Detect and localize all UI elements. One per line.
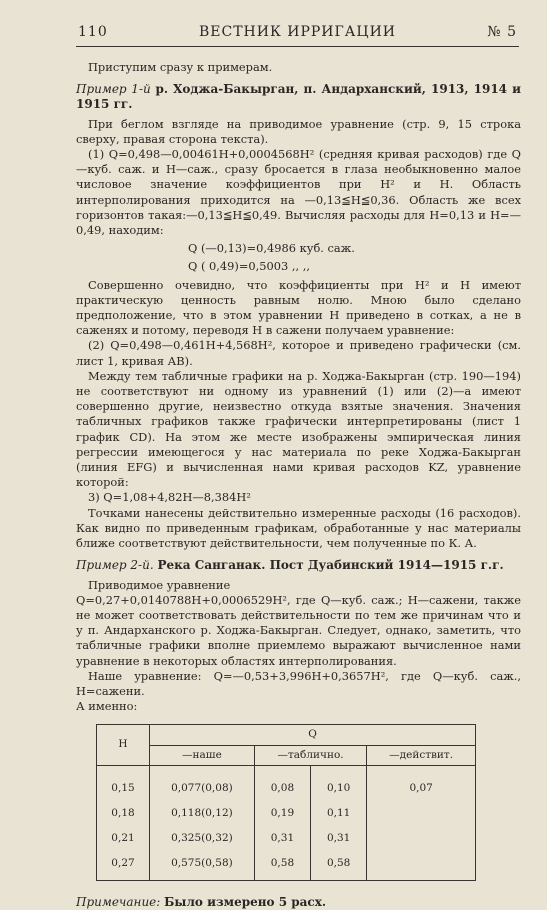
note-label: Примечание: xyxy=(76,894,161,909)
cell xyxy=(367,826,476,851)
footnote xyxy=(76,895,521,910)
table-row xyxy=(97,851,476,881)
equation: Q ( 0,49)=0,5003 ,, ,, xyxy=(188,259,310,274)
cell: 0,10 xyxy=(311,765,367,801)
cell: 0,27 xyxy=(97,851,150,881)
cell: 0,08 xyxy=(254,765,310,801)
example-1-heading xyxy=(76,82,521,112)
cell: 0,19 xyxy=(254,801,310,826)
subheader-tabular: —таблично. xyxy=(254,745,366,765)
note-text: Было измерено 5 расх. xyxy=(164,894,327,909)
example-title: Река Санганак. Пост Дуабинский 1914—1915 г.г. xyxy=(157,558,504,573)
cell: 0,077(0,08) xyxy=(150,765,255,801)
cell xyxy=(367,801,476,826)
article-body xyxy=(76,60,521,910)
example-2-heading xyxy=(76,558,521,573)
example-label: Пример 2-й. xyxy=(76,558,154,573)
paragraph: Q=0,27+0,0140788Н+0,0006529Н², где Q—куб. саж.; Н—сажени, также не может соответствовать действительности по тем же причинам что и у п. Андарханского р. Ходжа-Бакырган. Следует, однако, заметить, что табличные графики вполне приемлемо выражают вычисленное нами уравнение в некоторых областях интерполирования. xyxy=(76,592,521,668)
subheader-ours: —наше xyxy=(150,745,255,765)
subheader-actual: —действит. xyxy=(367,745,476,765)
cell: 0,575(0,58) xyxy=(150,851,255,881)
paragraph: Между тем табличные графики на р. Ходжа-Бакырган (стр. 190—194) не соответствуют ни одному из уравнений (1) или (2)—а имеют совершенно другие, неизвестно откуда взятые значения. Значения табличных графиков также графически интерпретированы (лист 1 график CD). На этом же месте изображены эмпирическая линия регрессии имеющегося у нас материала по реке Ходжа-Бакырган (линия EFG) и вычисленная нами кривая расходов KZ, уравнение которой: xyxy=(76,368,521,490)
cell: 0,18 xyxy=(97,801,150,826)
paragraph: Приступим сразу к примерам. xyxy=(88,60,273,74)
cell: 0,21 xyxy=(97,826,150,851)
col-header-q: Q xyxy=(150,725,476,745)
header-rule xyxy=(76,46,519,47)
paragraph: (1) Q=0,498—0,00461Н+0,0004568Н² (средняя кривая расходов) где Q—куб. саж. и Н—саж., сразу бросается в глаза необыкновенно малое числовое значение коэффициентов при Н² и Н. Область интерполирования приходится на —0,13≦Н≦0,36. Область же всех горизонтов такая:—0,13≦Н≦0,49. Вычисляя расходы для Н=0,13 и Н=—0,49, находим: xyxy=(76,147,521,238)
journal-title: ВЕСТНИК ИРРИГАЦИИ xyxy=(198,24,397,40)
cell: 0,31 xyxy=(254,826,310,851)
equation-3: 3) Q=1,08+4,82Н—8,384Н² xyxy=(88,490,251,505)
paragraph: Точками нанесены действительно измеренные расходы (16 расходов). Как видно по приведенным графикам, обработанные у нас материалы ближе соответствуют действительности, чем полученные по К. А. xyxy=(76,505,521,551)
equation: Q (—0,13)=0,4986 куб. саж. xyxy=(188,241,355,256)
cell: 0,58 xyxy=(311,851,367,881)
paragraph: А именно: xyxy=(76,699,138,714)
cell: 0,07 xyxy=(367,765,476,801)
comparison-table xyxy=(96,724,476,880)
running-header xyxy=(78,24,517,46)
cell: 0,31 xyxy=(311,826,367,851)
cell: 0,118(0,12) xyxy=(150,801,255,826)
cell: 0,325(0,32) xyxy=(150,826,255,851)
example-title: р. Ходжа-Бакырган, п. Андарханский, 1913, 1914 и 1915 гг. xyxy=(76,82,521,112)
issue-number: № 5 xyxy=(487,24,517,40)
cell: 0,11 xyxy=(311,801,367,826)
example-label: Пример 1-й xyxy=(76,82,151,97)
table-row xyxy=(97,801,476,826)
cell: 0,58 xyxy=(254,851,310,881)
page-number: 110 xyxy=(78,24,108,40)
paragraph: Приводимое уравнение xyxy=(88,577,231,592)
paragraph: При беглом взгляде на приводимое уравнение (стр. 9, 15 строка сверху, правая сторона текста). xyxy=(76,116,521,146)
col-header-h: Н xyxy=(97,725,150,765)
paragraph: (2) Q=0,498—0,461Н+4,568Н², которое и приведено графически (см. лист 1, кривая АВ). xyxy=(76,338,521,368)
cell xyxy=(367,851,476,881)
table-row xyxy=(97,765,476,801)
cell: 0,15 xyxy=(97,765,150,801)
paragraph: Совершенно очевидно, что коэффициенты при Н² и Н имеют практическую ценность равным нолю. Мною было сделано предположение, что в этом уравнении Н приведено в сотках, а не в саженях и потому, переводя Н в сажени получаем уравнение: xyxy=(76,277,521,338)
paragraph: Наше уравнение: Q=—0,53+3,996Н+0,3657Н², где Q—куб. саж., Н=сажени. xyxy=(76,668,521,698)
table-row xyxy=(97,826,476,851)
